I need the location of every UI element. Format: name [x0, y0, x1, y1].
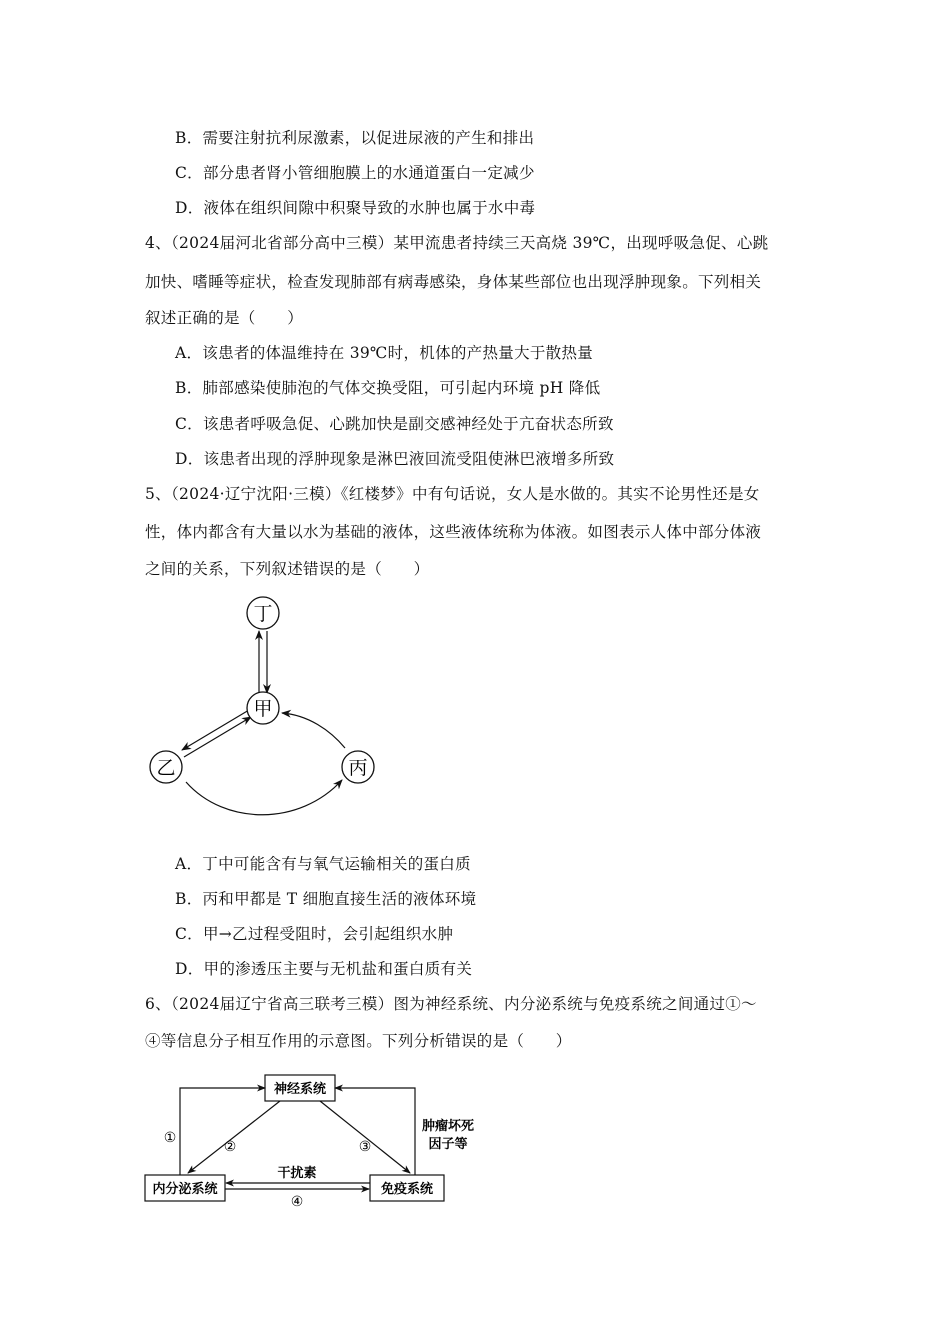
label-immune-system: 免疫系统 — [380, 1182, 434, 1197]
marker-3: ③ — [358, 1139, 372, 1155]
marker-4: ④ — [290, 1194, 304, 1208]
q4-stem-line3: 叙述正确的是（ ） — [145, 309, 304, 327]
label-bing: 丙 — [348, 757, 368, 779]
q4-option-a: A．该患者的体温维持在 39℃时，机体的产热量大于散热量 — [175, 344, 594, 362]
label-nervous-system: 神经系统 — [273, 1082, 327, 1097]
body-fluid-diagram — [140, 590, 400, 830]
q4-option-c: C．该患者呼吸急促、心跳加快是副交感神经处于亢奋状态所致 — [175, 415, 614, 433]
q4-option-b: B．肺部感染使肺泡的气体交换受阻，可引起内环境 pH 降低 — [175, 379, 601, 397]
q6-stem-line2: ④等信息分子相互作用的示意图。下列分析错误的是（ ） — [145, 1032, 572, 1050]
q3-option-d: D．液体在组织间隙中积聚导致的水肿也属于水中毒 — [175, 199, 536, 217]
q5-option-d: D．甲的渗透压主要与无机盐和蛋白质有关 — [175, 960, 473, 978]
q3-option-c: C．部分患者肾小管细胞膜上的水通道蛋白一定减少 — [175, 164, 535, 182]
marker-1: ① — [163, 1130, 177, 1146]
marker-2: ② — [223, 1139, 237, 1155]
q5-stem-line1: 5、（2024·辽宁沈阳·三模）《红楼梦》中有句话说，女人是水做的。其实不论男性还是女 — [145, 485, 760, 503]
system-interaction-diagram — [140, 1068, 490, 1208]
q4-stem-line2: 加快、嗜睡等症状，检查发现肺部有病毒感染，身体某些部位也出现浮肿现象。下列相关 — [145, 273, 762, 291]
q5-option-c: C．甲→乙过程受阻时，会引起组织水肿 — [175, 925, 454, 943]
q5-option-a: A．丁中可能含有与氧气运输相关的蛋白质 — [175, 855, 471, 873]
label-jia: 甲 — [253, 698, 273, 720]
label-interferon: 干扰素 — [277, 1166, 317, 1181]
q6-stem-line1: 6、（2024届辽宁省高三联考三模）图为神经系统、内分泌系统与免疫系统之间通过①～ — [145, 995, 757, 1013]
q3-option-b: B．需要注射抗利尿激素，以促进尿液的产生和排出 — [175, 129, 535, 147]
q4-stem-line1: 4、（2024届河北省部分高中三模）某甲流患者持续三天高烧 39℃，出现呼吸急促、心跳 — [145, 234, 769, 252]
q5-stem-line3: 之间的关系，下列叙述错误的是（ ） — [145, 560, 430, 578]
label-ding: 丁 — [253, 603, 273, 625]
q5-stem-line2: 性，体内都含有大量以水为基础的液体，这些液体统称为体液。如图表示人体中部分体液 — [145, 523, 762, 541]
label-tnf-line1: 肿瘤坏死 — [421, 1119, 475, 1134]
q5-option-b: B．丙和甲都是 T 细胞直接生活的液体环境 — [175, 890, 477, 908]
q4-option-d: D．该患者出现的浮肿现象是淋巴液回流受阻使淋巴液增多所致 — [175, 450, 615, 468]
label-yi: 乙 — [156, 757, 176, 779]
label-tnf-line2: 因子等 — [428, 1137, 468, 1152]
label-endocrine-system: 内分泌系统 — [152, 1182, 218, 1197]
